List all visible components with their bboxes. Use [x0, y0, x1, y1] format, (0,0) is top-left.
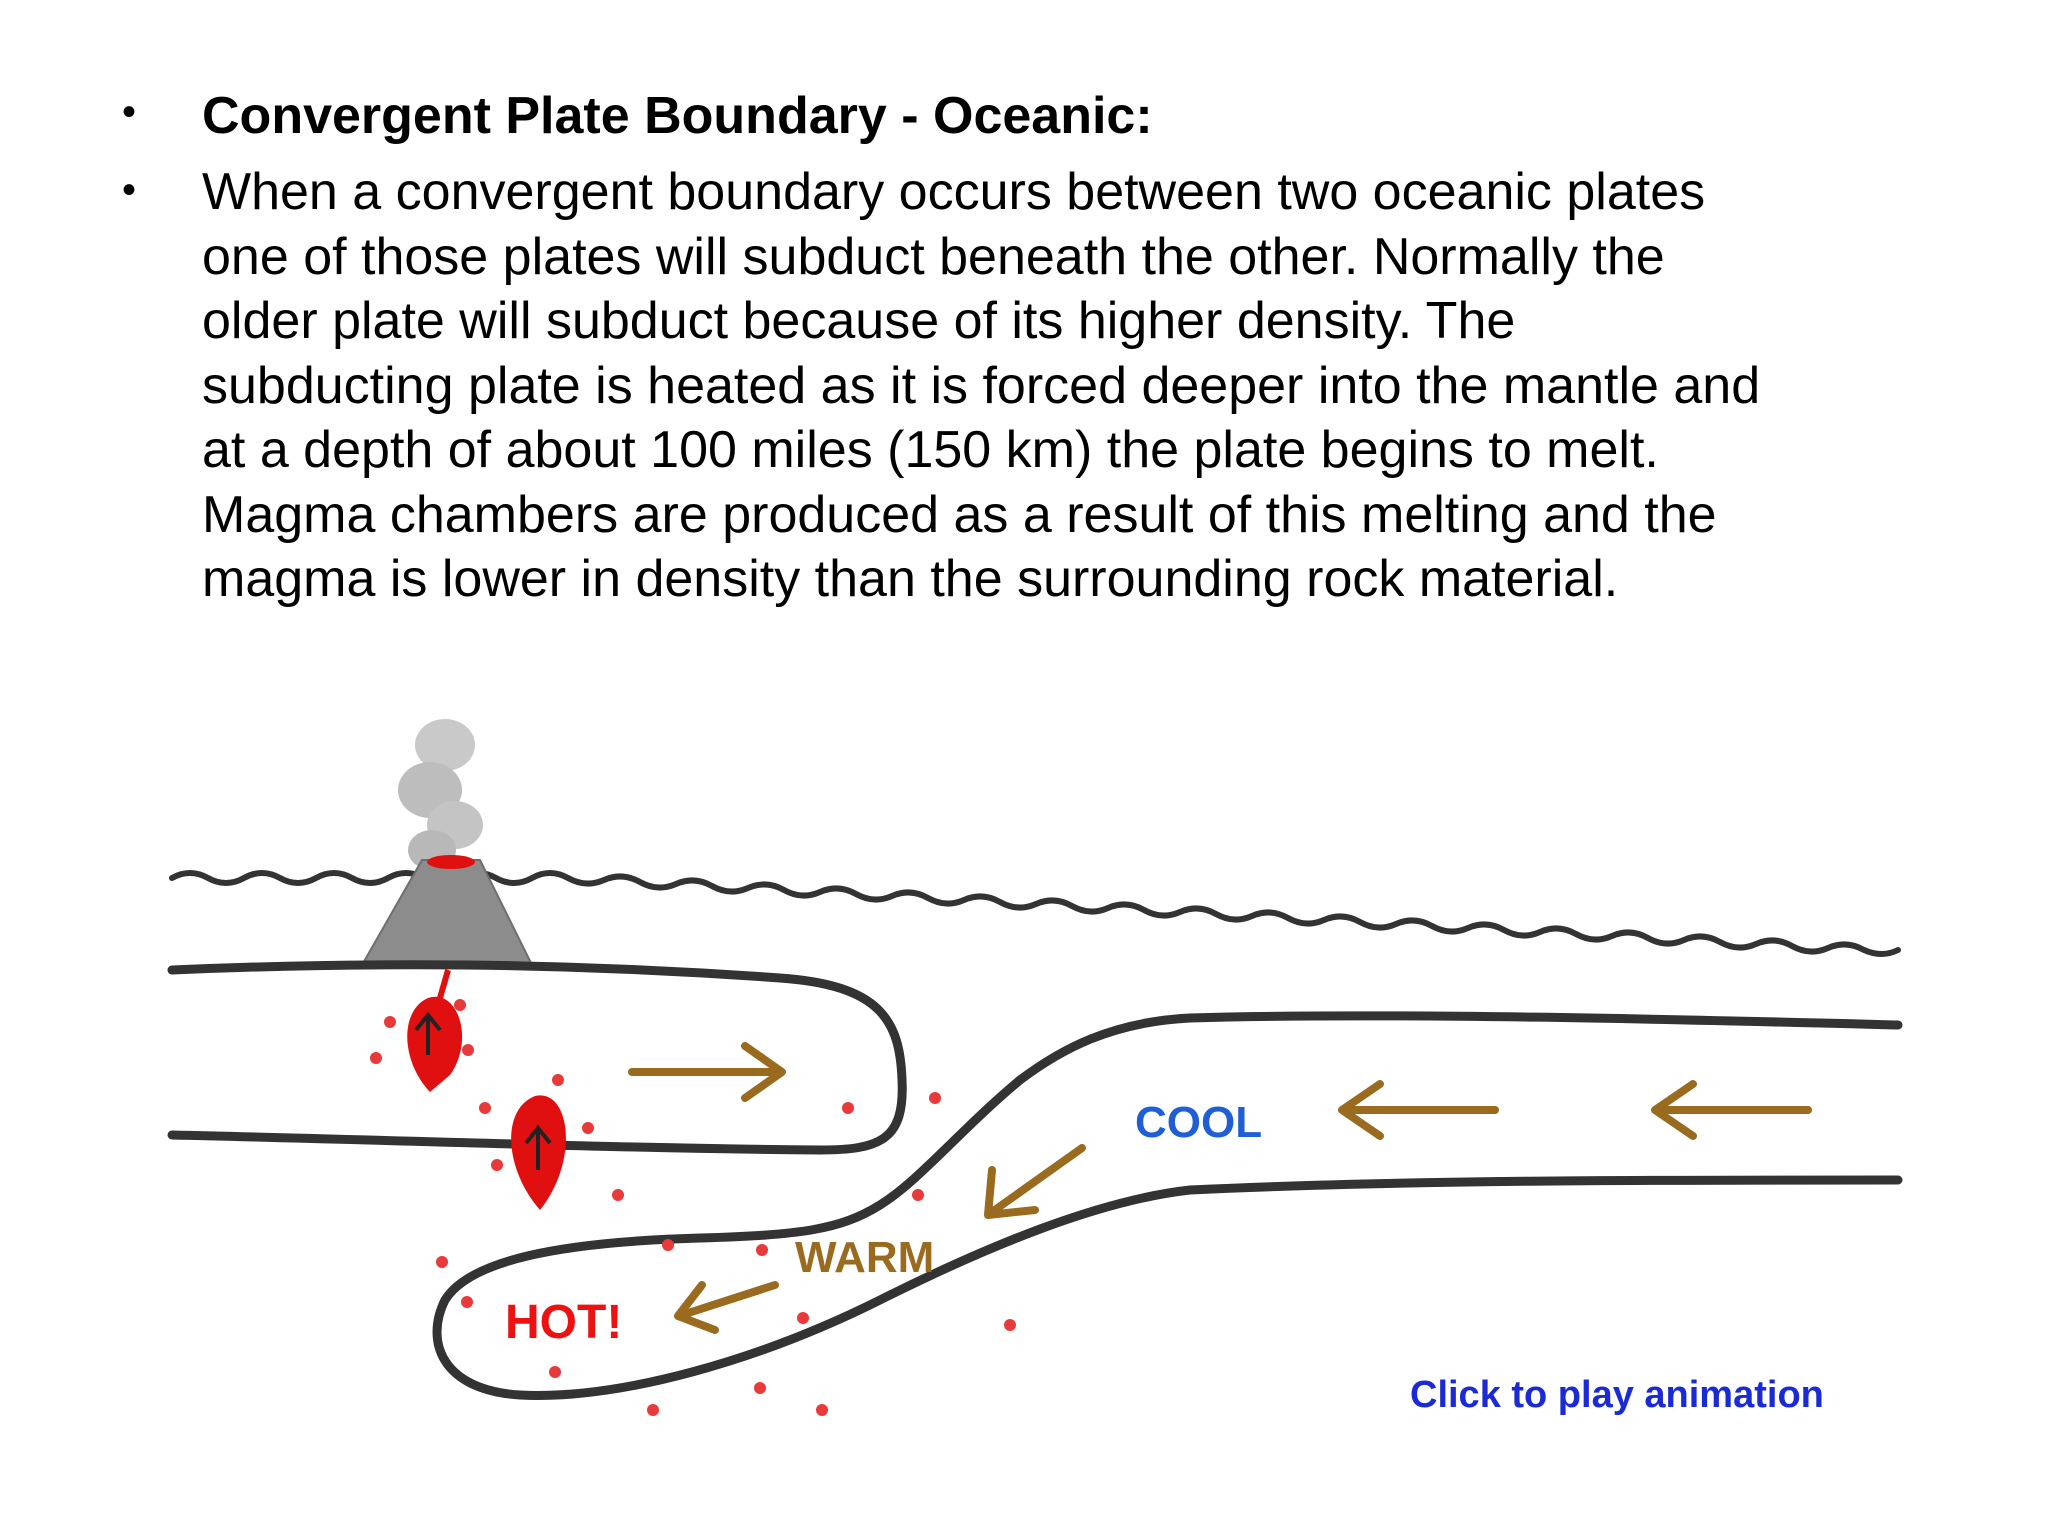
body-line: one of those plates will subduct beneath the other. Normally the	[202, 227, 1665, 286]
body-line: at a depth of about 100 miles (150 km) the plate begins to melt.	[202, 421, 1659, 479]
arrow-left-icon	[1655, 1084, 1808, 1136]
label-cool: COOL	[1135, 1098, 1263, 1147]
magma-blob-lower	[511, 1095, 566, 1210]
body-line: older plate will subduct because of its higher density. The	[202, 292, 1516, 350]
arrow-down-left-icon	[988, 1148, 1082, 1215]
body-line: When a convergent boundary occurs between two oceanic plates	[202, 163, 1706, 221]
label-hot: HOT!	[505, 1296, 623, 1349]
magma-blob-upper	[407, 970, 462, 1092]
arrow-right-icon	[632, 1046, 782, 1098]
body-line: Magma chambers are produced as a result of this melting and the	[202, 485, 1717, 544]
bullet-dot: •	[122, 168, 137, 212]
volcano-crater-magma	[427, 855, 475, 869]
label-warm: WARM	[795, 1233, 935, 1282]
smoke-plume	[398, 719, 483, 870]
play-animation-link[interactable]: Click to play animation	[1410, 1374, 1824, 1416]
bullet-dot: •	[122, 90, 137, 134]
melt-dots	[370, 999, 1016, 1416]
body-line: magma is lower in density than the surrounding rock material.	[202, 550, 1619, 608]
slide-heading: Convergent Plate Boundary - Oceanic:	[202, 87, 1153, 145]
arrow-down-left-icon	[678, 1285, 775, 1330]
body-line: subducting plate is heated as it is forced deeper into the mantle and	[202, 356, 1761, 415]
arrow-left-icon	[1342, 1084, 1495, 1136]
